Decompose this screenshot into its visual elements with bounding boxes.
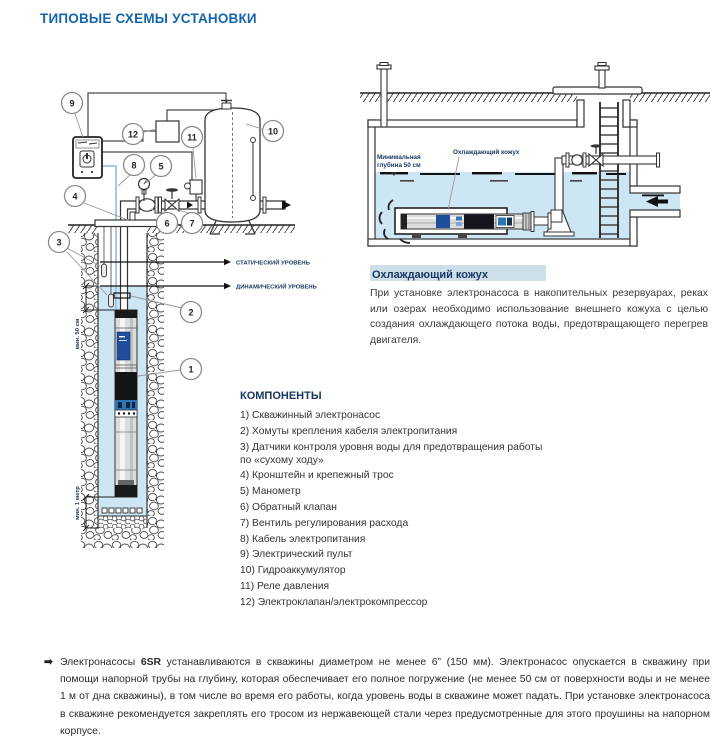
svg-text:7: 7 <box>189 218 195 229</box>
component-item: 5) Манометр <box>240 486 301 498</box>
components-heading: КОМПОНЕНТЫ <box>240 390 322 402</box>
arrow-bullet-icon: ➡ <box>44 656 53 668</box>
svg-text:6: 6 <box>164 218 170 229</box>
ground-surface <box>360 93 710 102</box>
svg-text:9: 9 <box>69 98 75 109</box>
callout-3 <box>49 232 70 253</box>
cooling-section-heading: Охлаждающий кожух <box>372 269 489 281</box>
water-level-lines <box>100 259 231 289</box>
svg-text:2: 2 <box>188 307 194 318</box>
footer-note-text: Электронасосы 6SR устанавливаются в скважины диаметром не менее 6” (150 мм). Электронасос опускается в скважину при помощи напорной трубы на глубину, которая обеспечивает его полное погружение (не менее 50 см от поверхности воды и не менее 1 м от дна скважины), в том числе во время его работы, когда уровень воды в скважине может падать. При установке электронасоса в скважине рекомендуется закреплять его тросом из нержавеющей стали через предусмотренные для этого проушины на напорном корпусе. <box>60 657 710 737</box>
components-list <box>240 409 552 612</box>
control-panel <box>73 137 102 178</box>
cooling-section-body: При установке электронасоса в накопительных резервуарах, реках или озерах необходимо использование внешнего кожуха с целью создания охлаждающего потока воды, предотвращающего перегрев двигателя. <box>370 288 708 346</box>
component-item: 9) Электрический пульт <box>240 549 353 561</box>
svg-text:3: 3 <box>56 237 62 248</box>
callout-12 <box>123 124 144 145</box>
callout-1 <box>181 359 202 380</box>
min-1m-label: мин. 1 метр <box>75 486 81 520</box>
callout-6 <box>157 213 178 234</box>
callout-8 <box>124 155 145 176</box>
support-bracket <box>130 212 135 220</box>
page-title: ТИПОВЫЕ СХЕМЫ УСТАНОВКИ <box>40 11 257 26</box>
min-depth-label-line1: Минимальная <box>377 154 421 161</box>
svg-text:4: 4 <box>72 191 78 202</box>
callout-10 <box>263 121 284 142</box>
component-item: 8) Кабель электропитания <box>240 533 366 545</box>
component-item: 4) Кронштейн и крепежный трос <box>240 470 394 482</box>
min-50cm-label: мин. 50 см <box>75 318 81 350</box>
svg-text:1: 1 <box>188 364 194 375</box>
callout-11 <box>182 127 203 148</box>
callout-5 <box>151 156 172 177</box>
svg-text:12: 12 <box>127 129 139 140</box>
callout-4 <box>65 186 86 207</box>
footer-note <box>44 654 710 740</box>
component-item: 2) Хомуты крепления кабеля электропитания <box>240 425 458 437</box>
static-level-label: СТАТИЧЕСКИЙ УРОВЕНЬ <box>236 260 310 267</box>
svg-text:11: 11 <box>187 132 197 143</box>
cooling-section-heading-bar <box>370 265 546 281</box>
solenoid-box <box>156 121 179 142</box>
component-item: 12) Электроклапан/электрокомпрессор <box>240 596 428 608</box>
callout-2 <box>181 302 202 323</box>
jacket-label: Охлаждающий кожух <box>453 149 520 156</box>
component-item: 1) Скважинный электронасос <box>240 410 381 421</box>
pressure-tank <box>205 101 260 235</box>
min-depth-label-line2: глубина 50 см <box>377 162 421 169</box>
callout-9 <box>62 93 83 114</box>
component-item: 11) Реле давления <box>240 580 330 592</box>
callout-7 <box>182 213 203 234</box>
dynamic-level-label: ДИНАМИЧЕСКИЙ УРОВЕНЬ <box>236 284 317 291</box>
component-item: 7) Вентиль регулирования расхода <box>240 517 409 529</box>
cooling-jacket-diagram <box>360 62 710 257</box>
component-item: 10) Гидроаккумулятор <box>240 565 346 577</box>
component-item: 6) Обратный клапан <box>240 501 337 513</box>
submersible-pump <box>115 310 137 497</box>
svg-text:5: 5 <box>158 161 164 172</box>
wellhead-flange <box>95 220 165 227</box>
component-item: 3) Датчики контроля уровня воды для предотвращения работы по «сухому ходу» <box>240 441 543 466</box>
svg-text:8: 8 <box>131 160 137 171</box>
svg-text:10: 10 <box>267 126 279 137</box>
